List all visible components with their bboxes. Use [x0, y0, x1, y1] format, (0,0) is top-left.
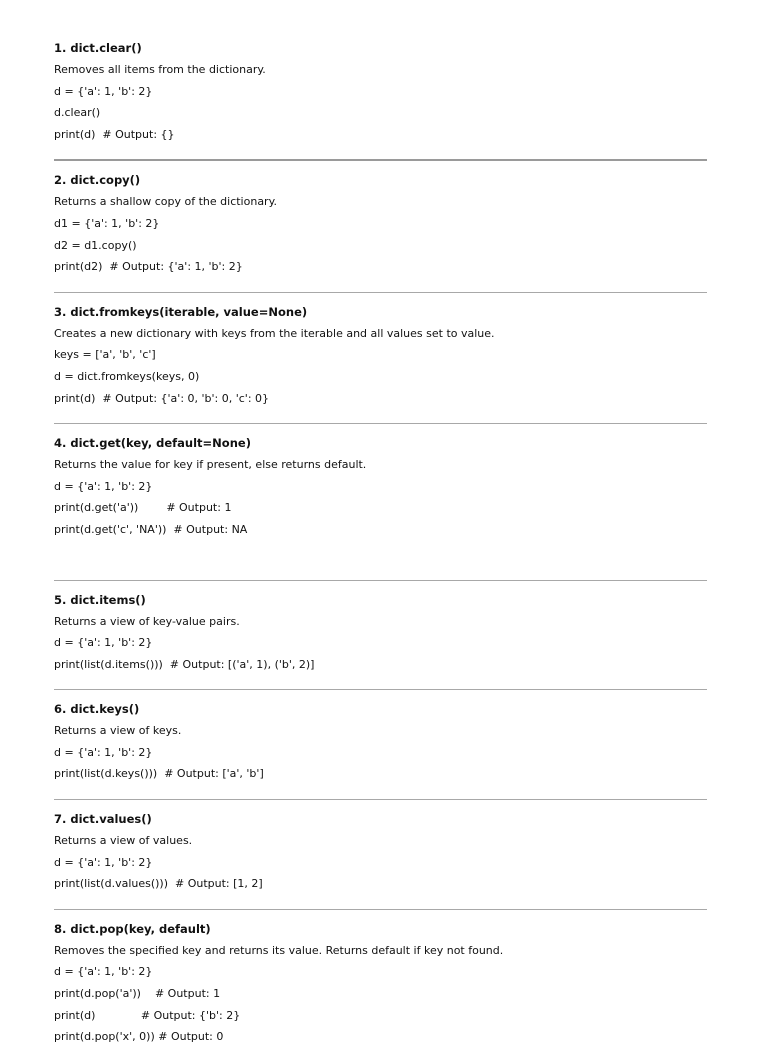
section-divider: [54, 159, 707, 161]
code-line: d = {'a': 1, 'b': 2}: [54, 855, 153, 869]
section-divider: [54, 909, 707, 910]
section-dict-items: [54, 589, 707, 676]
code-line: print(list(d.values())) # Output: [1, 2]: [54, 877, 263, 891]
code-line: print(d2) # Output: {'a': 1, 'b': 2}: [54, 260, 243, 274]
code-line: print(list(d.items())) # Output: [('a', 1), ('b', 2)]: [54, 657, 315, 671]
section-description: Removes all items from the dictionary.: [54, 63, 266, 76]
section-description: Returns the value for key if present, else returns default.: [54, 458, 367, 472]
section-description: Creates a new dictionary with keys from the iterable and all values set to value.: [54, 326, 495, 340]
section-title: 2. dict.copy(): [54, 173, 141, 188]
section-title: 4. dict.get(key, default=None): [54, 436, 251, 451]
code-line: keys = ['a', 'b', 'c']: [54, 348, 156, 362]
code-line: d.clear(): [54, 106, 101, 120]
section-title: 3. dict.fromkeys(iterable, value=None): [54, 304, 308, 319]
section-dict-pop: [54, 918, 707, 1048]
section-description: Returns a view of keys.: [54, 724, 182, 738]
section-dict-fromkeys: [54, 301, 707, 409]
code-line: d = {'a': 1, 'b': 2}: [54, 479, 153, 493]
section-title: 5. dict.items(): [54, 592, 146, 607]
section-description: Returns a shallow copy of the dictionary.: [54, 195, 278, 209]
section-title: 8. dict.pop(key, default): [54, 921, 211, 936]
code-line: d = {'a': 1, 'b': 2}: [54, 965, 153, 979]
section-divider: [54, 689, 707, 690]
section-divider: [54, 799, 707, 800]
code-line: d = dict.fromkeys(keys, 0): [54, 369, 200, 383]
section-title: 1. dict.clear(): [54, 41, 142, 55]
section-divider: [54, 292, 707, 293]
section-dict-values: [54, 808, 707, 895]
document-body: [54, 37, 707, 1048]
code-line: print(d) # Output: {'a': 0, 'b': 0, 'c': 0}: [54, 391, 270, 405]
section-dict-copy: [54, 169, 707, 277]
code-line: print(d.get('a')) # Output: 1: [54, 501, 232, 515]
section-dict-keys: [54, 698, 707, 785]
section-divider: [54, 423, 707, 424]
section-dict-clear: [54, 37, 707, 145]
section-description: Removes the specified key and returns its value. Returns default if key not found.: [54, 943, 504, 957]
code-line: d = {'a': 1, 'b': 2}: [54, 636, 153, 650]
code-line: print(d.pop('a')) # Output: 1: [54, 987, 221, 1001]
code-line: print(d) # Output: {}: [54, 127, 175, 141]
code-line: print(d.get('c', 'NA')) # Output: NA: [54, 522, 248, 536]
code-line: d2 = d1.copy(): [54, 238, 137, 252]
section-title: 7. dict.values(): [54, 812, 152, 827]
code-line: print(d.pop('x', 0)) # Output: 0: [54, 1030, 224, 1044]
section-title: 6. dict.keys(): [54, 702, 140, 717]
section-divider: [54, 580, 707, 581]
section-description: Returns a view of key-value pairs.: [54, 614, 240, 628]
section-dict-get: [54, 432, 707, 540]
code-line: d = {'a': 1, 'b': 2}: [54, 745, 153, 759]
code-line: print(list(d.keys())) # Output: ['a', 'b']: [54, 767, 264, 781]
code-line: d1 = {'a': 1, 'b': 2}: [54, 216, 160, 230]
section-description: Returns a view of values.: [54, 834, 193, 848]
code-line: d = {'a': 1, 'b': 2}: [54, 84, 153, 98]
code-line: print(d) # Output: {'b': 2}: [54, 1008, 241, 1022]
